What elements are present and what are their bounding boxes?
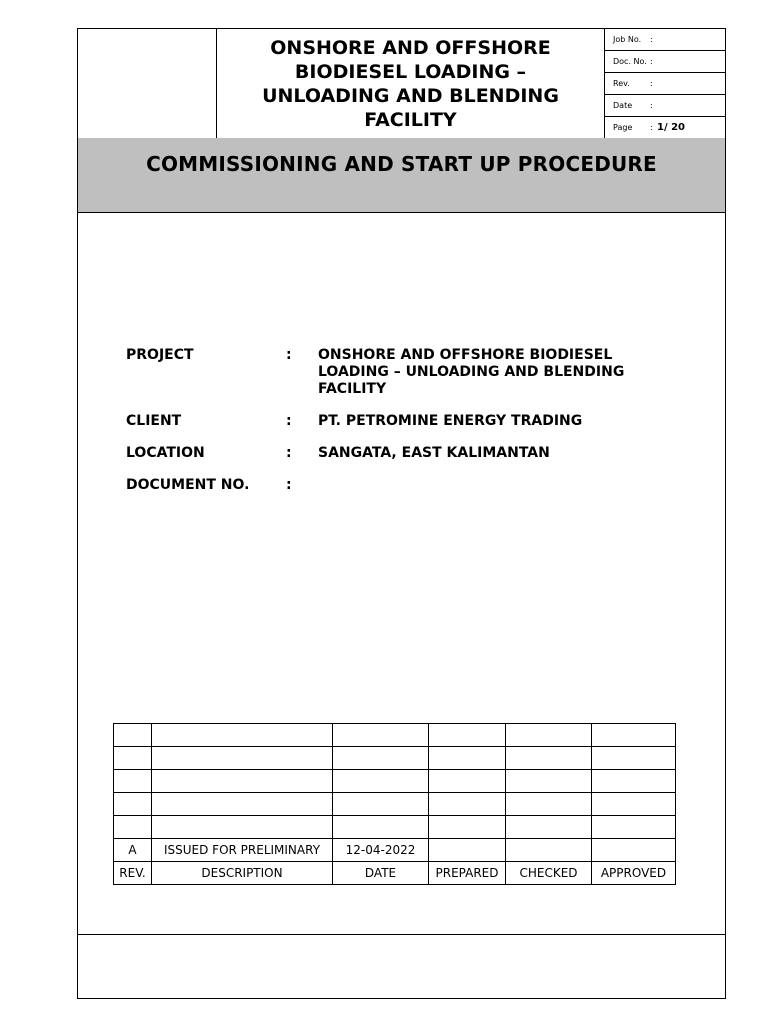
info-row-client xyxy=(126,413,686,430)
procedure-banner xyxy=(78,138,725,213)
meta-label: Job No. xyxy=(613,35,642,44)
table-cell xyxy=(429,793,506,816)
table-cell xyxy=(506,793,592,816)
table-cell xyxy=(114,816,152,839)
table-cell xyxy=(114,793,152,816)
meta-label: Rev. xyxy=(613,79,630,88)
table-cell xyxy=(152,747,333,770)
meta-row-date xyxy=(605,95,725,117)
table-cell xyxy=(152,816,333,839)
document-page xyxy=(77,28,726,999)
project-info xyxy=(126,347,686,509)
meta-colon: : xyxy=(650,123,653,132)
table-cell xyxy=(333,770,429,793)
header-checked: CHECKED xyxy=(506,862,592,885)
header-approved: APPROVED xyxy=(592,862,676,885)
table-cell xyxy=(114,724,152,747)
document-meta-table xyxy=(605,29,725,138)
table-cell xyxy=(592,747,676,770)
table-row xyxy=(114,724,676,747)
table-cell xyxy=(333,747,429,770)
meta-label: Doc. No. xyxy=(613,57,647,66)
table-cell xyxy=(152,724,333,747)
info-value: SANGATA, EAST KALIMANTAN xyxy=(318,445,550,461)
table-cell xyxy=(429,816,506,839)
header-title: ONSHORE AND OFFSHORE BIODIESEL LOADING – UNLOADING AND BLENDING FACILITY xyxy=(262,36,559,131)
info-label: DOCUMENT NO. xyxy=(126,477,250,493)
footer-divider xyxy=(78,934,725,935)
table-header-row xyxy=(114,862,676,885)
prepared-cell xyxy=(429,839,506,862)
meta-colon: : xyxy=(650,79,653,88)
table-cell xyxy=(506,770,592,793)
table-row xyxy=(114,839,676,862)
table-cell xyxy=(152,770,333,793)
table-row xyxy=(114,793,676,816)
checked-cell xyxy=(506,839,592,862)
info-value: PT. PETROMINE ENERGY TRADING xyxy=(318,413,583,429)
meta-row-doc-no xyxy=(605,51,725,73)
page-number: 1/ 20 xyxy=(657,122,686,133)
table-cell xyxy=(592,724,676,747)
meta-row-rev xyxy=(605,73,725,95)
info-colon: : xyxy=(286,413,292,429)
rev-cell: A xyxy=(114,839,152,862)
table-cell xyxy=(506,816,592,839)
info-label: CLIENT xyxy=(126,413,182,429)
logo-cell xyxy=(78,29,217,138)
table-cell xyxy=(114,747,152,770)
table-cell xyxy=(333,816,429,839)
table-cell xyxy=(592,793,676,816)
meta-colon: : xyxy=(650,101,653,110)
table-cell xyxy=(592,770,676,793)
info-value: ONSHORE AND OFFSHORE BIODIESEL LOADING – UNLOADING AND BLENDING FACILITY xyxy=(318,347,625,397)
description-cell: ISSUED FOR PRELIMINARY xyxy=(152,839,333,862)
header-description: DESCRIPTION xyxy=(152,862,333,885)
table-cell xyxy=(592,816,676,839)
info-label: LOCATION xyxy=(126,445,205,461)
table-row xyxy=(114,747,676,770)
meta-row-job-no xyxy=(605,29,725,51)
header-rev: REV. xyxy=(114,862,152,885)
table-cell xyxy=(333,724,429,747)
table-cell xyxy=(333,793,429,816)
meta-colon: : xyxy=(650,35,653,44)
revision-table xyxy=(113,723,676,885)
table-row xyxy=(114,770,676,793)
header-title-cell xyxy=(217,29,605,138)
table-cell xyxy=(114,770,152,793)
table-cell xyxy=(429,724,506,747)
table-cell xyxy=(152,793,333,816)
table-row xyxy=(114,816,676,839)
info-value xyxy=(318,477,648,494)
info-row-project xyxy=(126,347,686,398)
approved-cell xyxy=(592,839,676,862)
document-header xyxy=(78,29,725,139)
info-colon: : xyxy=(286,347,292,363)
table-cell xyxy=(506,747,592,770)
info-row-document-no xyxy=(126,477,686,494)
meta-label: Page xyxy=(613,123,633,132)
info-colon: : xyxy=(286,477,292,493)
procedure-title: COMMISSIONING AND START UP PROCEDURE xyxy=(146,152,657,176)
meta-label: Date xyxy=(613,101,633,110)
meta-row-page xyxy=(605,117,725,138)
info-label: PROJECT xyxy=(126,347,194,363)
table-cell xyxy=(429,770,506,793)
info-colon: : xyxy=(286,445,292,461)
header-prepared: PREPARED xyxy=(429,862,506,885)
table-cell xyxy=(429,747,506,770)
info-row-location xyxy=(126,445,686,462)
meta-colon: : xyxy=(650,57,653,66)
date-cell: 12-04-2022 xyxy=(333,839,429,862)
header-date: DATE xyxy=(333,862,429,885)
table-cell xyxy=(506,724,592,747)
